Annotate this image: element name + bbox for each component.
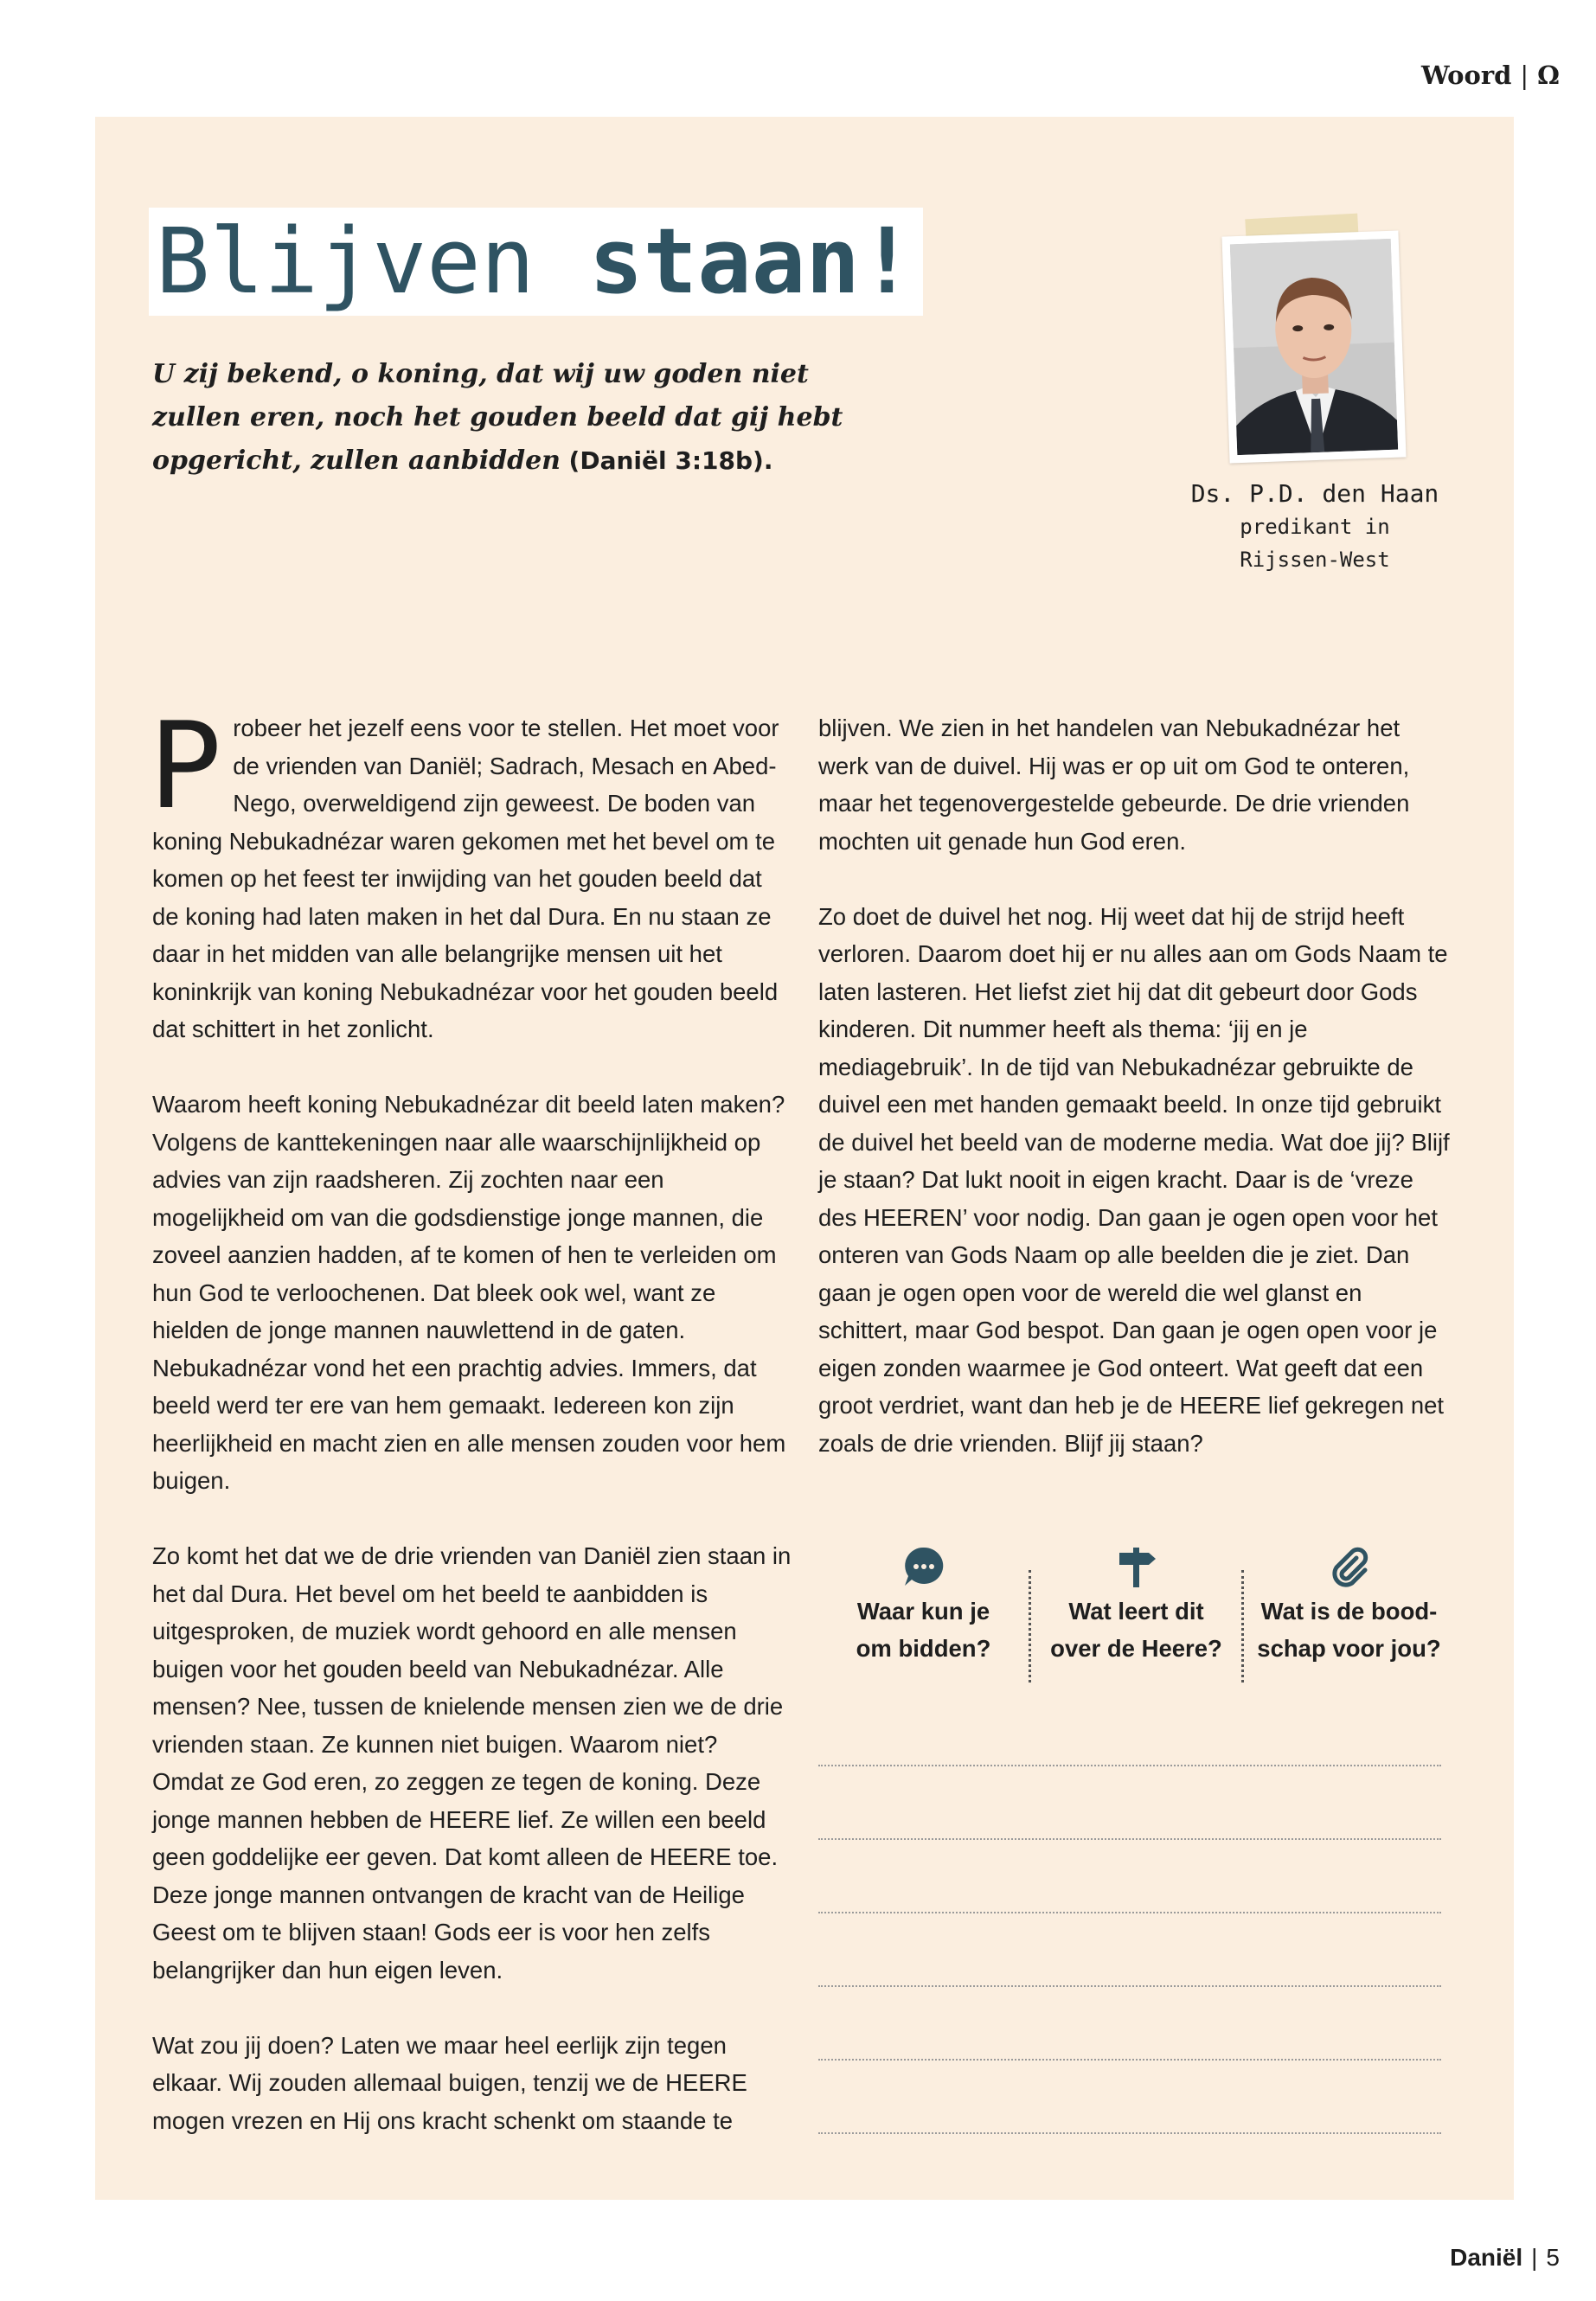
question-lord xyxy=(1031,1544,1241,1682)
page-title xyxy=(149,208,923,316)
chat-bubble-icon xyxy=(901,1544,946,1589)
portrait-image xyxy=(1230,239,1398,455)
question-message xyxy=(1244,1544,1454,1682)
question-pray xyxy=(818,1544,1029,1682)
header-divider: | xyxy=(1520,61,1529,90)
question-3-line-1: Wat is de bood- xyxy=(1260,1598,1438,1625)
section-header xyxy=(1421,61,1560,90)
paragraph-1 xyxy=(149,696,792,1048)
question-2-line-2: over de Heere? xyxy=(1050,1635,1222,1662)
lead-quote xyxy=(152,353,896,483)
author-photo xyxy=(1221,231,1406,464)
signpost-icon xyxy=(1114,1544,1159,1589)
bible-quote: U zij bekend, o koning, dat wij uw goden niet zullen eren, noch het gouden beeld dat gij hebt opgericht, zullen aanbidden xyxy=(152,359,843,476)
answer-line[interactable] xyxy=(818,1985,1441,1987)
section-label: Woord xyxy=(1420,61,1512,90)
publication-name: Daniël xyxy=(1450,2244,1523,2271)
paragraph-3: Zo komt het dat we de drie vrienden van Daniël zien staan in het dal Dura. Het bevel om het beeld te aanbidden is uitgesproken, de muziek wordt gehoord en alle mensen buigen voor het gouden beeld van Nebukadnézar. Alle mensen? Nee, tussen de knielende mensen zien we de drie vrienden staan. Ze kunnen niet buigen. Waarom niet? Omdat ze God eren, zo zeggen ze tegen de koning. Deze jonge mannen hebben de HEERE lief. Ze willen een beeld geen goddelijke eer geven. Dat komt alleen de HEERE toe. Deze jonge mannen ontvangen de kracht van de Heilige Geest om te blijven staan! Gods eer is voor hen zelfs belangrijker dan hun eigen leven. xyxy=(152,1542,792,1984)
answer-line[interactable] xyxy=(818,1912,1441,1913)
question-1-line-2: om bidden? xyxy=(856,1635,991,1662)
article-column-right xyxy=(818,709,1454,1462)
reflection-questions xyxy=(818,1544,1454,1682)
page-footer xyxy=(1450,2244,1560,2272)
author-role-1: predikant in xyxy=(1240,515,1390,539)
paragraph-1-text: robeer het jezelf eens voor te stellen. Het moet voor de vrienden van Daniël; Sadrach, Mesach en Abed-Nego, overweldigend zijn geweest. De boden van koning Nebukadnézar waren gekomen met het bevel om te komen op het feest ter inwijding van het gouden beeld dat de koning had laten maken in het dal Dura. En nu staan ze daar in het midden van alle belangrijke mensen uit het koninkrijk van koning Nebukadnézar voor het gouden beeld dat schittert in het zonlicht. xyxy=(152,715,779,1042)
answer-line[interactable] xyxy=(818,2132,1441,2134)
article-column-left xyxy=(149,696,792,2139)
paperclip-icon xyxy=(1327,1544,1372,1589)
answer-line[interactable] xyxy=(818,1765,1441,1766)
answer-line[interactable] xyxy=(818,1838,1441,1840)
paragraph-4: Wat zou jij doen? Laten we maar heel eerlijk zijn tegen elkaar. Wij zouden allemaal buigen, tenzij we de HEERE mogen vrezen en Hij ons kracht schenkt om staande te xyxy=(152,2031,747,2134)
title-normal: Blijven xyxy=(156,208,535,314)
author-caption xyxy=(1185,478,1445,576)
footer-divider: | xyxy=(1531,2244,1538,2271)
answer-line[interactable] xyxy=(818,2059,1441,2061)
question-1-line-1: Waar kun je xyxy=(856,1598,990,1625)
dropcap: P xyxy=(149,696,221,836)
paragraph-6: Zo doet de duivel het nog. Hij weet dat hij de strijd heeft verloren. Daarom doet hij er nu alles aan om Gods Naam te laten lasteren. Het liefst ziet hij dat dit gebeurt door Gods kinderen. Dit nummer heeft als thema: ‘jij en je mediagebruik’. In de tijd van Nebukadnézar gebruikte de duivel een met handen gemaakt beeld. In onze tijd gebruikt de duivel het beeld van de moderne media. Wat doe jij? Blijf je staan? Dat lukt nooit in eigen kracht. Daar is de ‘vreze des HEEREN’ voor nodig. Dan gaan je ogen open voor het onteren van Gods Naam op alle beelden die je ziet. Dan gaan je ogen open voor de wereld die wel glanst en schittert, maar God bespot. Dan gaan je ogen open voor je eigen zonden waarmee je God onteert. Wat geeft dat een groot verdriet, want dan heb je de HEERE lief gekregen net zoals de drie vrienden. Blijf jij staan? xyxy=(818,902,1450,1457)
omega-icon: Ω xyxy=(1537,61,1560,90)
question-2-line-1: Wat leert dit xyxy=(1068,1598,1204,1625)
paragraph-2: Waarom heeft koning Nebukadnézar dit beeld laten maken? Volgens de kanttekeningen naar alle waarschijnlijkheid op advies van zijn raadsheren. Zij zochten naar een mogelijkheid om van die godsdienstige jonge mannen, die zoveel aanzien hadden, af te komen of hen te verleiden om hun God te verloochenen. Dat bleek ook wel, want ze hielden de jonge mannen nauwlettend in de gaten. Nebukadnézar vond het een prachtig advies. Immers, dat beeld werd ter ere van hem gemaakt. Iedereen kon zijn heerlijkheid en macht zien en alle mensen zouden voor hem buigen. xyxy=(152,1091,786,1494)
author-role-2: Rijssen-West xyxy=(1240,548,1390,572)
page-number: 5 xyxy=(1546,2244,1560,2271)
question-3-line-2: schap voor jou? xyxy=(1257,1635,1441,1662)
author-name: Ds. P.D. den Haan xyxy=(1190,479,1439,508)
paragraph-5: blijven. We zien in het handelen van Nebukadnézar het werk van de duivel. Hij was er op uit om God te onteren, maar het tegenovergestelde gebeurde. De drie vrienden mochten uit genade hun God eren. xyxy=(818,715,1410,855)
title-bold: staan! xyxy=(588,208,914,314)
bible-reference: (Daniël 3:18b). xyxy=(568,446,773,475)
